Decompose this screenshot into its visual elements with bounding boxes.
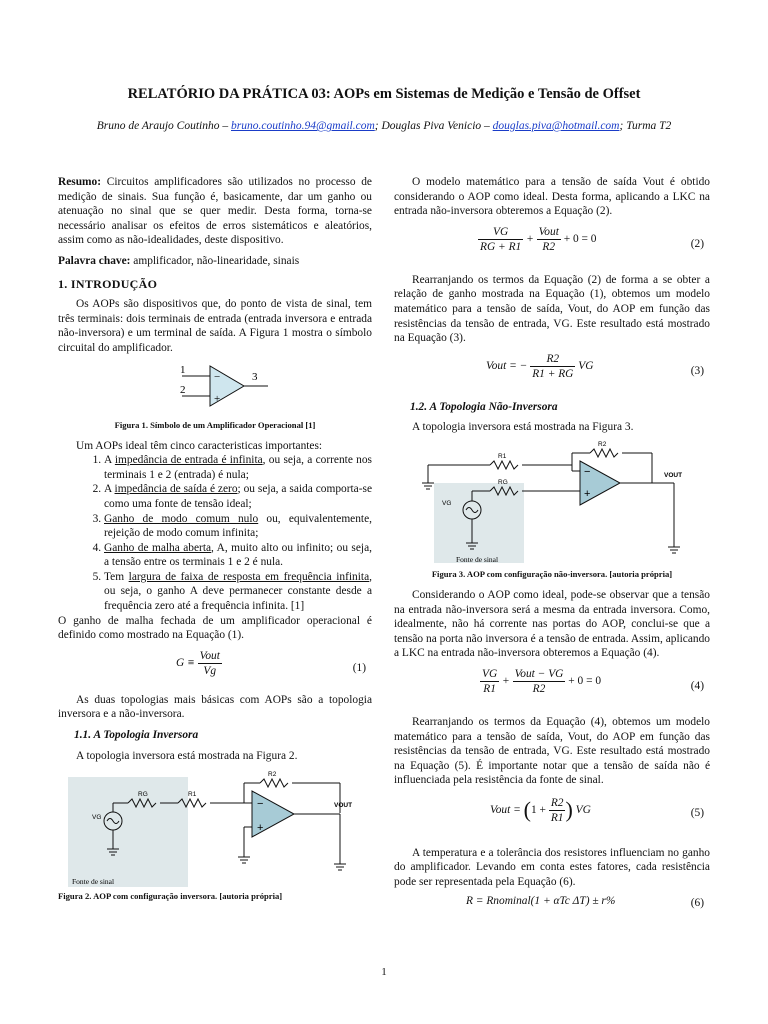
figure-1 — [58, 360, 372, 416]
list-item: 3. Ganho de modo comum nulo ou, equivalentemente, rejeição de modo comum infinita; — [104, 512, 372, 541]
fig1-plus: + — [214, 392, 221, 405]
fig3-label-r2: R2 — [598, 440, 607, 448]
topologies-paragraph: As duas topologias mais básicas com AOPs são a topologia inversora e a não-inversora. — [58, 693, 372, 721]
list-item: 2. A impedância de saída é zero; ou seja, a saida comporta-se como uma fonte de tensão ideal; — [104, 482, 372, 511]
keywords — [58, 254, 372, 269]
model-paragraph: O modelo matemático para a tensão de saída Vout é obtido considerando o AOP como ideal. Desta forma, aplicando a LKC na entrada não-inversora obteremos a Equação (2). — [394, 176, 710, 218]
fig3-label-vout: VOUT — [664, 471, 683, 479]
inversora-intro: A topologia inversora está mostrada na Figura 2. — [76, 749, 298, 762]
fig2-label-rg: RG — [138, 791, 148, 799]
section-heading-inversora: 1.1. A Topologia Inversora — [74, 729, 199, 742]
eq1-fraction: $\frac{\text{Vout}}{Vg}$ — [199, 649, 220, 677]
figure-3 — [394, 439, 710, 565]
page-title: RELATÓRIO DA PRÁTICA 03: AOPs em Sistemas de Medição e Tensão de Offset — [127, 86, 641, 102]
characteristics-list — [58, 453, 372, 614]
abstract-label: Resumo: — [58, 176, 102, 188]
eq1-lhs: G ≡ — [176, 656, 195, 669]
fig2-label-r1: R1 — [188, 791, 197, 799]
eq4-number: (4) — [690, 679, 704, 692]
fig3-label-r1: R1 — [498, 452, 507, 460]
rearrange-paragraph-1: Rearranjando os termos da Equação (2) de forma a se obter a relação de ganho mostrada na Equação (1), obtemos um modelo matemático para a tensão de saída, Vout, do AOP em função das resistências da tensão de entrada, VG. Este resultado está mostrado na Equação (3). — [394, 273, 710, 345]
eq3-number: (3) — [690, 364, 704, 377]
inverting-circuit-diagram — [58, 769, 372, 887]
fig1-pin-1: 1 — [180, 363, 186, 376]
svg-text:−: − — [584, 465, 591, 478]
equation-3: Vout = − $\frac{R2}{R1 + RG}$ VG (3) — [486, 352, 704, 380]
left-column — [58, 175, 372, 910]
right-column — [394, 175, 710, 924]
keywords-label: Palavra chave: — [58, 254, 131, 267]
keywords-text: amplificador, não-linearidade, sinais — [130, 254, 300, 267]
email-link-1[interactable]: bruno.coutinho.94@gmail.com — [231, 120, 375, 132]
figure-2 — [58, 769, 372, 887]
equation-1 — [58, 649, 372, 685]
opamp-symbol-diagram — [58, 360, 372, 416]
fig3-label-vg: VG — [442, 499, 452, 507]
email-link-2[interactable]: douglas.piva@hotmail.com — [492, 120, 620, 132]
temperature-paragraph: A temperatura e a tolerância dos resistores influenciam no ganho do amplificador. Levando em conta estes fatores, cada resistência pode ser representada pela Equação (6). — [394, 846, 710, 889]
equation-4: $\frac{VG}{R1}$ + $\frac{\text{Vout − VG}}{R2}$ + 0 = 0 (4) — [482, 667, 704, 695]
fig1-pin-2: 2 — [180, 383, 186, 396]
svg-text:+: + — [257, 822, 264, 835]
eq1-number: (1) — [352, 661, 366, 674]
author-1: Bruno de Araujo Coutinho – — [96, 120, 231, 132]
svg-text:+: + — [584, 487, 591, 500]
intro-paragraph: Os AOPs são dispositivos que, do ponto de vista de sinal, tem três terminais: dois terminais de entrada (entrada inversora e entrada não-inversora) e um terminal de saída. A Figura 1 mostra o símbolo circuital do amplificador. — [58, 298, 372, 354]
eq6-number: (6) — [690, 896, 704, 909]
fig2-label-r2: R2 — [268, 771, 277, 779]
nao-inversora-intro: A topologia inversora está mostrada na Figura 3. — [412, 421, 634, 434]
author-line — [0, 120, 768, 132]
author-2: ; Douglas Piva Venicio – — [374, 120, 493, 132]
figure-1-caption: Figura 1. Símbolo de um Amplificador Operacional [1] — [114, 419, 316, 430]
abstract — [58, 175, 372, 248]
list-item: 5. Tem largura de faixa de resposta em frequência infinita, ou seja, o ganho A deve permanecer constante desde a frequência zero até a frequência infinita. [1] — [104, 570, 372, 614]
equation-6: R = Rnominal(1 + αTc ΔT) ± r% (6) — [466, 894, 704, 909]
fig2-label-vout: VOUT — [334, 802, 353, 810]
fig3-label-source: Fonte de sinal — [456, 554, 499, 564]
abstract-text: Circuitos amplificadores são utilizados no processo de medição de sinais. Sua função é, basicamente, dar um ganho ou atenuação no sinal que se quer medir. Desta forma, torna-se necessário analisar os efeitos de erros sistemáticos e aleatórios, assim como as não-idealidades, deste dispositivo. — [58, 176, 372, 247]
figure-3-caption: Figura 3. AOP com configuração não-inversora. [autoria própria] — [431, 568, 673, 579]
eq2-number: (2) — [690, 237, 704, 250]
fig1-pin-3: 3 — [252, 370, 258, 383]
non-inverting-circuit-diagram — [394, 439, 710, 565]
section-heading-nao-inversora: 1.2. A Topologia Não-Inversora — [410, 400, 558, 413]
fig2-label-source: Fonte de sinal — [72, 877, 115, 887]
equation-5: Vout = (1 + $\frac{R2}{R1}$ ) VG (5) — [490, 796, 704, 824]
fig1-minus: − — [214, 370, 221, 383]
fig3-label-rg: RG — [498, 478, 508, 486]
ideal-aop-paragraph: Considerando o AOP como ideal, pode-se observar que a tensão na entrada não-inversora será a mesma da entrada inversora. Como, idealmente, não há corrente nas portas do AOP, conclui-se que a tensão na porta não inversora é a tensão de entrada. Assim, aplicando a LKC na entrada não-inversora obteremos a Equação (4). — [394, 588, 710, 660]
figure-2-caption: Figura 2. AOP com configuração inversora. [autoria própria] — [58, 891, 283, 902]
characteristics-intro: Um AOPs ideal têm cinco caracteristicas importantes: — [76, 439, 323, 452]
page-number: 1 — [381, 966, 387, 978]
closed-loop-paragraph: O ganho de malha fechada de um amplificador operacional é definido como mostrado na Equação (1). — [58, 614, 372, 642]
team-label: ; Turma T2 — [619, 120, 672, 132]
rearrange-paragraph-2: Rearranjando os termos da Equação (4), obtemos um modelo matemático para a tensão de saída, Vout, do AOP em função das resistências da tensão de entrada, VG. Este resultado está mostrado na Equação (5). É importante notar que a tensão de saída não é influenciada pela resistência da fonte de sinal. — [394, 715, 710, 787]
svg-text:−: − — [257, 798, 264, 811]
section-heading-introducao: 1. INTRODUÇÃO — [58, 276, 158, 291]
fig2-label-vg: VG — [92, 814, 102, 822]
equation-2: $\frac{VG}{RG + R1}$ + $\frac{\text{Vout}}{R2}$ + 0 = 0 (2) — [480, 225, 704, 253]
eq5-number: (5) — [690, 806, 704, 819]
list-item: 4. Ganho de malha aberta, A, muito alto ou infinito; ou seja, a tensão entre os terminais 1 e 2 é nula. — [104, 541, 372, 570]
list-item: 1. A impedância de entrada é infinita, ou seja, a corrente nos terminais 1 e 2 (entrada) é nula; — [104, 453, 372, 482]
